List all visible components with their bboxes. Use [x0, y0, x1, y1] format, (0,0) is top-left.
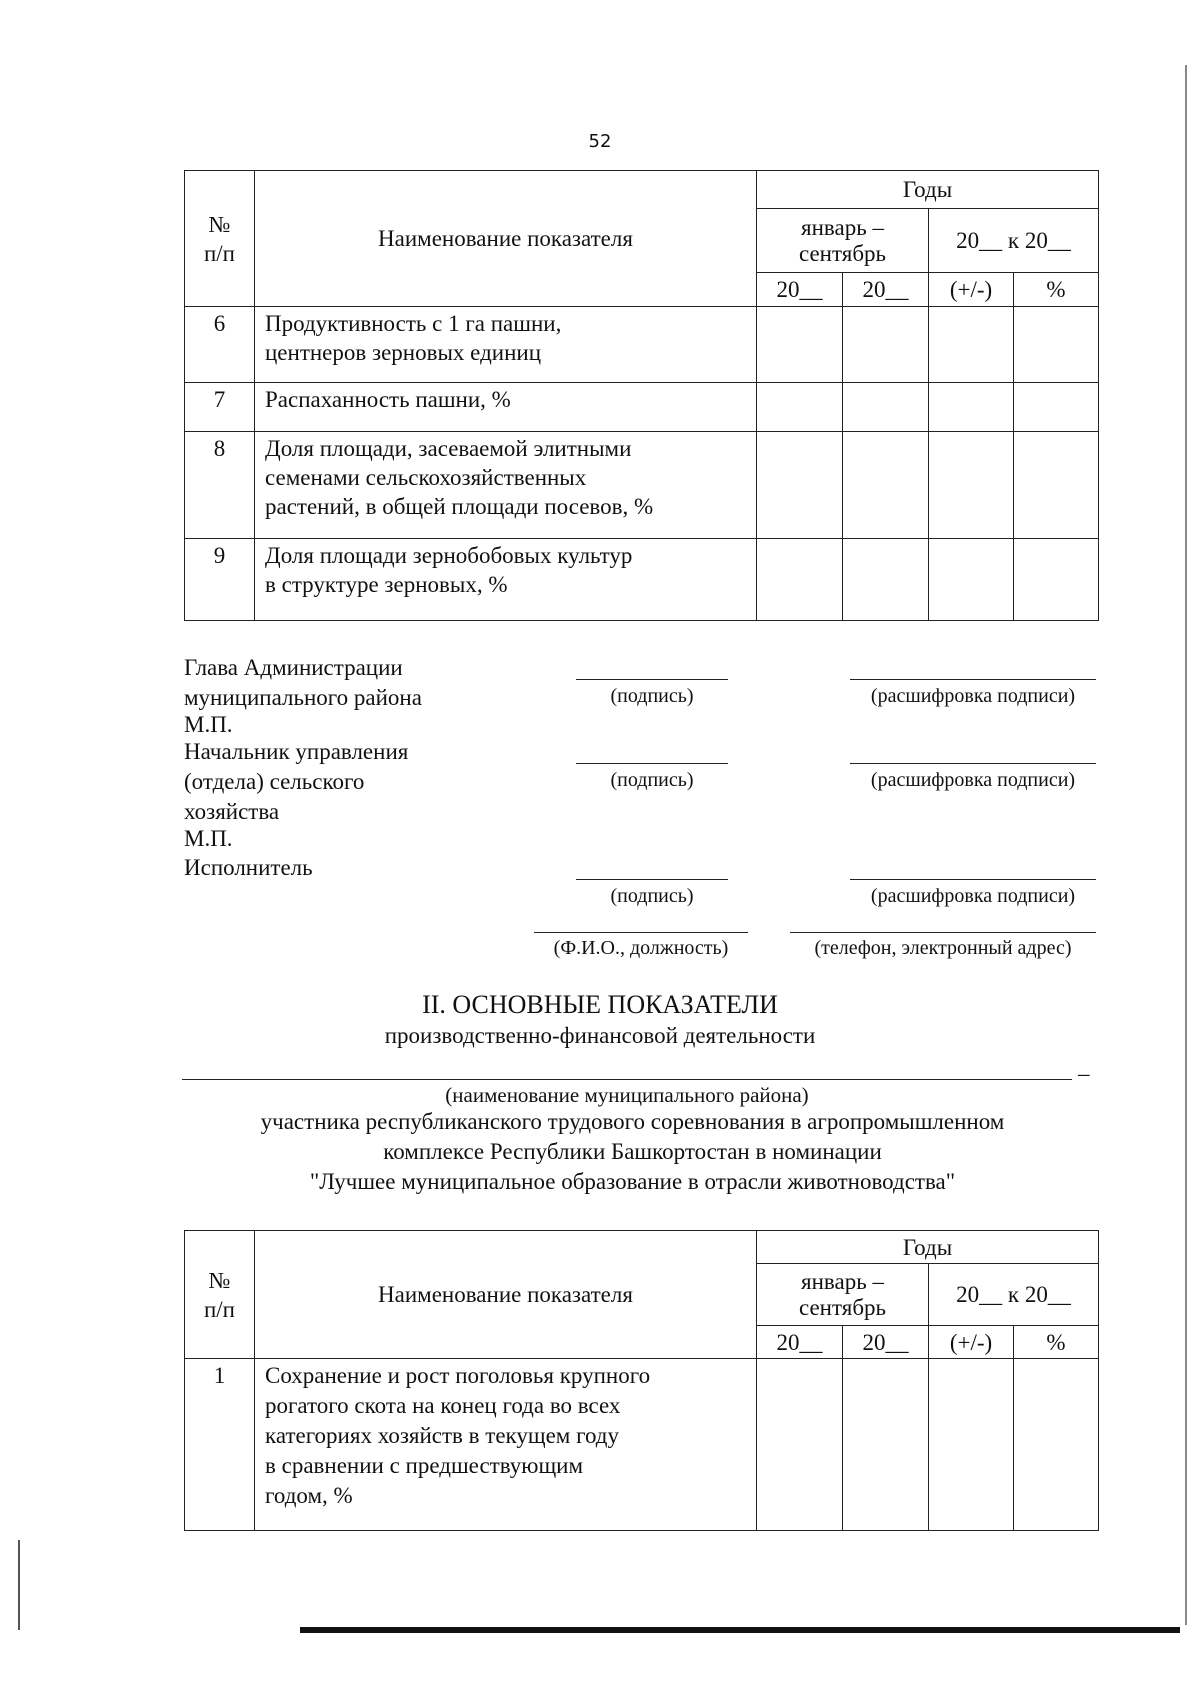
chief-signature-caption: (подпись): [610, 769, 694, 791]
header-year-1: 20__: [757, 1326, 843, 1359]
header-years: Годы: [757, 171, 1099, 209]
section-text-line3: "Лучшее муниципальное образование в отрасли животноводства": [309, 1169, 956, 1194]
fio-line[interactable]: [534, 932, 748, 933]
indicators-table-1: [184, 170, 1099, 621]
chief-signature-line[interactable]: [576, 763, 728, 764]
table-row: [185, 539, 1099, 621]
cell-value[interactable]: [757, 1359, 843, 1531]
row-indicator: Доля площади зернобобовых культур в структуре зерновых, %: [255, 539, 757, 621]
row-num: 8: [185, 432, 255, 539]
header-num: № п/п: [185, 171, 255, 307]
row-num: 6: [185, 307, 255, 383]
head-title-line2: муниципального района: [184, 685, 422, 710]
header-num: № п/п: [185, 1231, 255, 1359]
cell-value[interactable]: [1014, 539, 1099, 621]
cell-value[interactable]: [929, 539, 1014, 621]
header-indicator-name: Наименование показателя: [255, 171, 757, 307]
cell-value[interactable]: [1014, 432, 1099, 539]
cell-value[interactable]: [1014, 383, 1099, 432]
cell-value[interactable]: [929, 1359, 1014, 1531]
page-number: 52: [588, 131, 612, 152]
head-title-line1: Глава Администрации: [184, 655, 403, 680]
district-name-line[interactable]: [182, 1079, 1072, 1080]
cell-value[interactable]: [843, 539, 929, 621]
cell-value[interactable]: [757, 432, 843, 539]
head-decoding-line[interactable]: [850, 679, 1096, 680]
chief-decoding-line[interactable]: [850, 763, 1096, 764]
executor-signature-line[interactable]: [576, 879, 728, 880]
head-signature-caption: (подпись): [610, 685, 694, 707]
cell-value[interactable]: [757, 383, 843, 432]
header-year-2: 20__: [843, 273, 929, 307]
row-indicator: Продуктивность с 1 га пашни, центнеров зерновых единиц: [255, 307, 757, 383]
table-row: [185, 1359, 1099, 1531]
executor-decoding-line[interactable]: [850, 879, 1096, 880]
stamp-place-2: М.П.: [184, 826, 233, 851]
header-percent: %: [1014, 273, 1099, 307]
row-indicator: Распаханность пашни, %: [255, 383, 757, 432]
header-indicator-name: Наименование показателя: [255, 1231, 757, 1359]
row-num: 9: [185, 539, 255, 621]
cell-value[interactable]: [1014, 307, 1099, 383]
row-indicator: Доля площади, засеваемой элитными семенами сельскохозяйственных растений, в общей площади посевов, %: [255, 432, 757, 539]
cell-value[interactable]: [843, 432, 929, 539]
executor-label: Исполнитель: [184, 855, 313, 880]
header-year-2: 20__: [843, 1326, 929, 1359]
header-delta: (+/-): [929, 273, 1014, 307]
head-decoding-caption: (расшифровка подписи): [870, 685, 1076, 707]
header-compare: 20__ к 20__: [929, 209, 1099, 273]
header-delta: (+/-): [929, 1326, 1014, 1359]
head-signature-line[interactable]: [576, 679, 728, 680]
cell-value[interactable]: [757, 539, 843, 621]
header-jan-sep: январь – сентябрь: [757, 1264, 929, 1326]
scan-right-edge: [1185, 65, 1187, 1625]
executor-signature-caption: (подпись): [610, 885, 694, 907]
section-text-line2: комплексе Республики Башкортостан в номинации: [383, 1139, 882, 1164]
phone-caption: (телефон, электронный адрес): [814, 937, 1072, 959]
header-percent: %: [1014, 1326, 1099, 1359]
indicators-table-2: [184, 1230, 1099, 1531]
table-row: [185, 383, 1099, 432]
cell-value[interactable]: [843, 307, 929, 383]
district-name-caption: (наименование муниципального района): [445, 1083, 809, 1107]
cell-value[interactable]: [1014, 1359, 1099, 1531]
district-line-dash: –: [1078, 1061, 1090, 1086]
header-years: Годы: [757, 1231, 1099, 1264]
header-jan-sep: январь – сентябрь: [757, 209, 929, 273]
section-text-line1: участника республиканского трудового соревнования в агропромышленном: [260, 1109, 1005, 1134]
chief-title-line2: (отдела) сельского: [184, 769, 365, 794]
chief-title-line1: Начальник управления: [184, 739, 409, 764]
header-compare: 20__ к 20__: [929, 1264, 1099, 1326]
cell-value[interactable]: [929, 307, 1014, 383]
section-title: II. ОСНОВНЫЕ ПОКАЗАТЕЛИ: [422, 990, 778, 1019]
chief-decoding-caption: (расшифровка подписи): [870, 769, 1076, 791]
cell-value[interactable]: [757, 307, 843, 383]
fio-caption: (Ф.И.О., должность): [553, 937, 729, 959]
cell-value[interactable]: [843, 1359, 929, 1531]
cell-value[interactable]: [929, 383, 1014, 432]
scan-bottom-bar: [300, 1627, 1180, 1633]
executor-decoding-caption: (расшифровка подписи): [870, 885, 1076, 907]
phone-line[interactable]: [790, 932, 1096, 933]
table-row: [185, 432, 1099, 539]
row-num: 7: [185, 383, 255, 432]
cell-value[interactable]: [843, 383, 929, 432]
row-indicator: Сохранение и рост поголовья крупного рогатого скота на конец года во всех категориях хозяйств в текущем году в сравнении с предшествующим годом, %: [255, 1359, 757, 1531]
header-year-1: 20__: [757, 273, 843, 307]
stamp-place-1: М.П.: [184, 712, 233, 737]
section-subtitle: производственно-финансовой деятельности: [384, 1023, 816, 1048]
table-row: [185, 307, 1099, 383]
chief-title-line3: хозяйства: [184, 799, 280, 824]
cell-value[interactable]: [929, 432, 1014, 539]
scan-left-mark: [18, 1540, 20, 1630]
row-num: 1: [185, 1359, 255, 1531]
